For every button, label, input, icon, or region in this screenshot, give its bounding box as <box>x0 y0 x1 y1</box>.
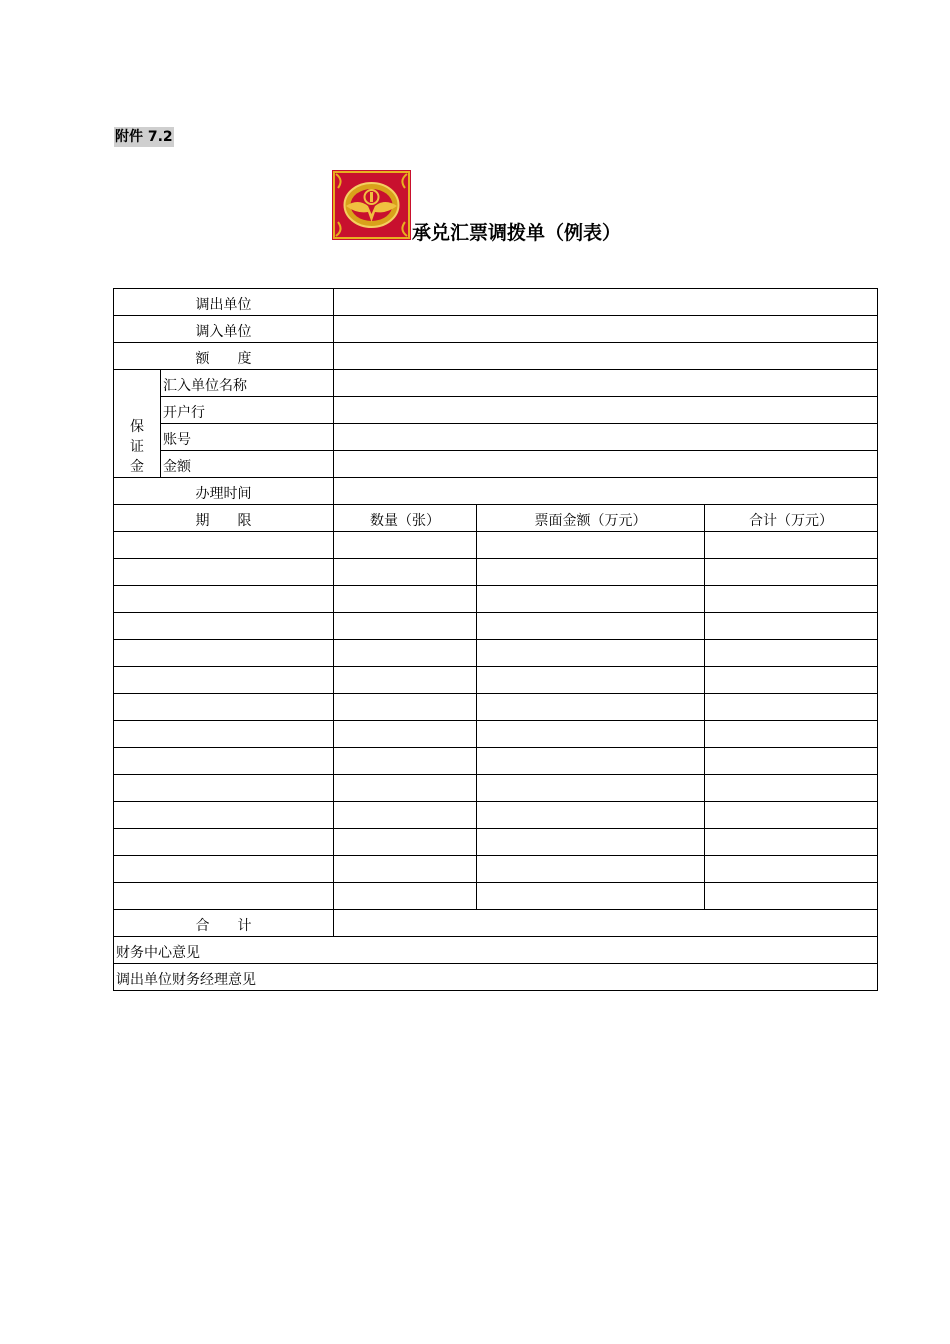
manager-opinion-box[interactable] <box>114 964 878 991</box>
face-amount-cell[interactable] <box>477 721 705 748</box>
row-time <box>114 478 878 505</box>
face-amount-cell[interactable] <box>477 829 705 856</box>
table-row <box>114 559 878 586</box>
total-cell[interactable] <box>705 856 878 883</box>
total-cell[interactable] <box>705 640 878 667</box>
time-field[interactable] <box>334 478 878 505</box>
time-label: 办理时间 <box>114 478 334 505</box>
row-deposit-sum <box>114 451 878 478</box>
row-manager-opinion <box>114 964 878 991</box>
period-cell[interactable] <box>114 667 334 694</box>
deposit-char-2: 证 <box>130 439 144 455</box>
table-row <box>114 640 878 667</box>
period-cell[interactable] <box>114 586 334 613</box>
face-amount-cell[interactable] <box>477 559 705 586</box>
deposit-sum-field[interactable] <box>334 451 878 478</box>
total-cell[interactable] <box>705 829 878 856</box>
period-cell[interactable] <box>114 883 334 910</box>
total-cell[interactable] <box>705 559 878 586</box>
page-title: 承兑汇票调拨单（例表） <box>412 222 622 244</box>
table-row <box>114 613 878 640</box>
account-field[interactable] <box>334 424 878 451</box>
qty-cell[interactable] <box>334 883 477 910</box>
table-row <box>114 802 878 829</box>
total-cell[interactable] <box>705 775 878 802</box>
face-amount-cell[interactable] <box>477 802 705 829</box>
table-row <box>114 748 878 775</box>
period-cell[interactable] <box>114 748 334 775</box>
face-amount-cell[interactable] <box>477 856 705 883</box>
total-cell[interactable] <box>705 883 878 910</box>
bank-label: 开户行 <box>161 397 334 424</box>
table-row <box>114 775 878 802</box>
face-amount-header: 票面金额（万元） <box>477 505 705 532</box>
table-row <box>114 883 878 910</box>
out-unit-label: 调出单位 <box>114 289 334 316</box>
grand-total-field[interactable] <box>334 910 878 937</box>
deposit-sum-label: 金额 <box>161 451 334 478</box>
manager-opinion-label: 调出单位财务经理意见 <box>116 972 256 988</box>
in-unit-label: 调入单位 <box>114 316 334 343</box>
period-cell[interactable] <box>114 721 334 748</box>
bank-field[interactable] <box>334 397 878 424</box>
period-cell[interactable] <box>114 829 334 856</box>
total-cell[interactable] <box>705 532 878 559</box>
row-amount <box>114 343 878 370</box>
qty-cell[interactable] <box>334 559 477 586</box>
total-cell[interactable] <box>705 802 878 829</box>
table-row <box>114 829 878 856</box>
qty-cell[interactable] <box>334 532 477 559</box>
face-amount-cell[interactable] <box>477 640 705 667</box>
finance-opinion-box[interactable] <box>114 937 878 964</box>
qty-cell[interactable] <box>334 721 477 748</box>
qty-cell[interactable] <box>334 775 477 802</box>
grand-total-label: 合 计 <box>114 910 334 937</box>
qty-cell[interactable] <box>334 640 477 667</box>
qty-cell[interactable] <box>334 802 477 829</box>
total-cell[interactable] <box>705 667 878 694</box>
qty-cell[interactable] <box>334 694 477 721</box>
row-in-unit <box>114 316 878 343</box>
total-cell[interactable] <box>705 613 878 640</box>
attachment-label: 附件 7.2 <box>115 129 173 145</box>
face-amount-cell[interactable] <box>477 748 705 775</box>
period-header: 期 限 <box>114 505 334 532</box>
row-out-unit <box>114 289 878 316</box>
face-amount-cell[interactable] <box>477 694 705 721</box>
deposit-group-label <box>114 370 161 478</box>
transfer-form <box>113 288 878 991</box>
qty-cell[interactable] <box>334 586 477 613</box>
period-cell[interactable] <box>114 856 334 883</box>
qty-header: 数量（张） <box>334 505 477 532</box>
face-amount-cell[interactable] <box>477 532 705 559</box>
table-header-row <box>114 505 878 532</box>
table-row <box>114 532 878 559</box>
period-cell[interactable] <box>114 775 334 802</box>
period-cell[interactable] <box>114 532 334 559</box>
period-cell[interactable] <box>114 559 334 586</box>
table-row <box>114 586 878 613</box>
table-row <box>114 856 878 883</box>
row-payee-name <box>114 370 878 397</box>
table-row <box>114 667 878 694</box>
table-row <box>114 694 878 721</box>
in-unit-field[interactable] <box>334 316 878 343</box>
row-finance-opinion <box>114 937 878 964</box>
total-header: 合计（万元） <box>705 505 878 532</box>
qty-cell[interactable] <box>334 748 477 775</box>
period-cell[interactable] <box>114 694 334 721</box>
face-amount-cell[interactable] <box>477 883 705 910</box>
amount-field[interactable] <box>334 343 878 370</box>
deposit-char-1: 保 <box>130 419 144 435</box>
qty-cell[interactable] <box>334 829 477 856</box>
face-amount-cell[interactable] <box>477 586 705 613</box>
out-unit-field[interactable] <box>334 289 878 316</box>
period-cell[interactable] <box>114 640 334 667</box>
account-label: 账号 <box>161 424 334 451</box>
row-bank <box>114 397 878 424</box>
row-grand-total <box>114 910 878 937</box>
payee-name-label: 汇入单位名称 <box>161 370 334 397</box>
emblem-logo-icon <box>332 170 411 240</box>
amount-label: 额 度 <box>114 343 334 370</box>
table-row <box>114 721 878 748</box>
payee-name-field[interactable] <box>334 370 878 397</box>
deposit-char-3: 金 <box>130 459 144 475</box>
qty-cell[interactable] <box>334 667 477 694</box>
row-account <box>114 424 878 451</box>
period-cell[interactable] <box>114 802 334 829</box>
qty-cell[interactable] <box>334 856 477 883</box>
total-cell[interactable] <box>705 694 878 721</box>
face-amount-cell[interactable] <box>477 613 705 640</box>
face-amount-cell[interactable] <box>477 775 705 802</box>
period-cell[interactable] <box>114 613 334 640</box>
finance-opinion-label: 财务中心意见 <box>116 945 200 961</box>
total-cell[interactable] <box>705 721 878 748</box>
total-cell[interactable] <box>705 748 878 775</box>
face-amount-cell[interactable] <box>477 667 705 694</box>
total-cell[interactable] <box>705 586 878 613</box>
qty-cell[interactable] <box>334 613 477 640</box>
